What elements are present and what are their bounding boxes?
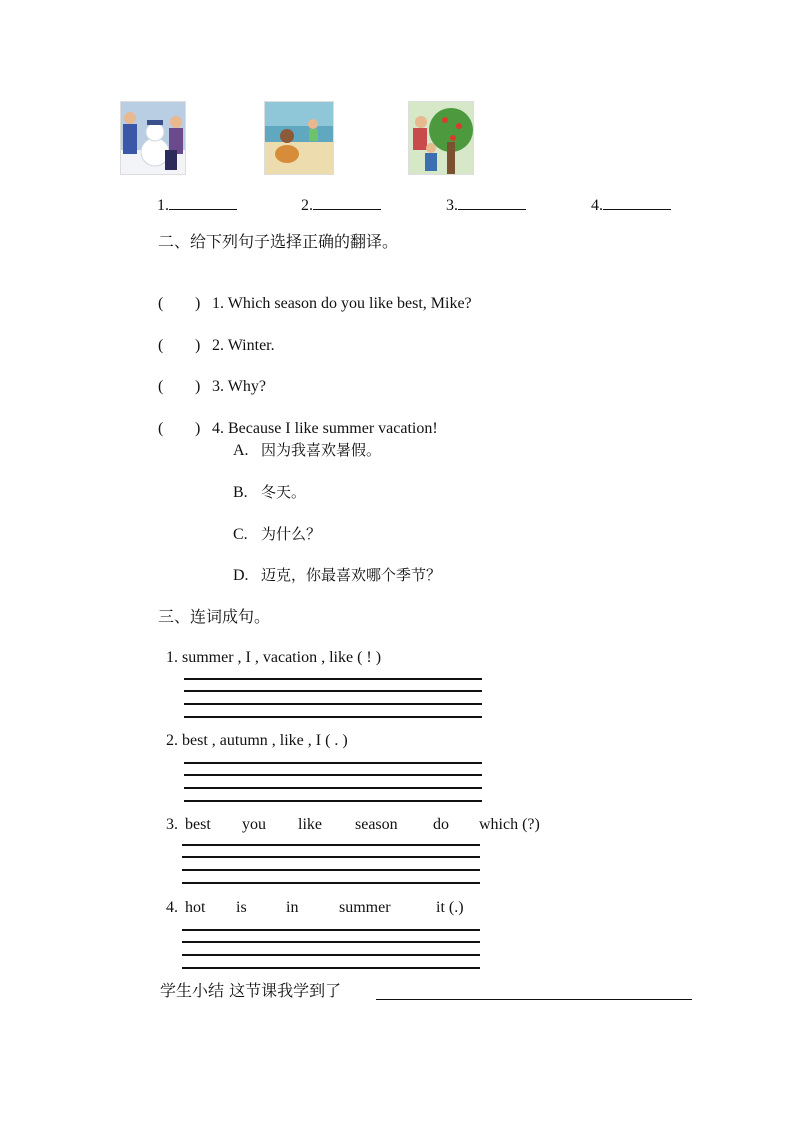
scramble-3: 3. best you like season do which (?) [166,816,540,833]
section-3-title: 三、连词成句。 [158,607,271,626]
summary-answer-line[interactable] [376,999,692,1000]
answer-paren-close: ) [195,420,201,437]
blank-line[interactable] [603,192,671,210]
question-text: 4. Because I like summer vacation! [212,420,438,437]
scramble-1: 1. summer , I , vacation , like ( ! ) [166,649,382,666]
snowman-winter-picture [120,101,186,175]
question-text: 3. Why? [212,378,266,395]
question-1[interactable] [158,274,472,314]
question-text: 2. Winter. [212,337,275,354]
blank-2[interactable]: 2. [301,192,381,216]
answer-paren-open: ( [158,420,164,437]
blank-line[interactable] [169,192,237,210]
scramble-2: 2. best , autumn , like , I ( . ) [166,732,348,749]
student-summary-label: 学生小结 这节课我学到了 [160,981,342,1000]
question-text: 1. Which season do you like best, Mike? [212,295,472,312]
option-d: D. 迈克，你最喜欢哪个季节？ [233,566,442,584]
question-3[interactable] [158,357,266,397]
apple-tree-autumn-picture [408,101,474,175]
answer-paren-close: ) [195,378,201,395]
answer-paren-open: ( [158,337,164,354]
option-a: A. 因为我喜欢暑假。 [233,441,382,459]
blank-4[interactable]: 4. [591,192,671,216]
answer-paren-close: ) [195,337,201,354]
blank-1[interactable]: 1. [157,192,237,216]
question-4[interactable] [158,399,438,439]
answer-paren-close: ) [195,295,201,312]
blank-3[interactable]: 3. [446,192,526,216]
question-2[interactable] [158,316,275,356]
answer-paren-open: ( [158,378,164,395]
option-c: C. 为什么？ [233,525,322,543]
beach-summer-picture [264,101,334,175]
blank-line[interactable] [458,192,526,210]
answer-paren-open: ( [158,295,164,312]
section-2-title: 二、给下列句子选择正确的翻译。 [158,232,399,251]
blank-line[interactable] [313,192,381,210]
option-b: B. 冬天。 [233,483,307,501]
scramble-4: 4. hot is in summer it (.) [166,899,464,916]
